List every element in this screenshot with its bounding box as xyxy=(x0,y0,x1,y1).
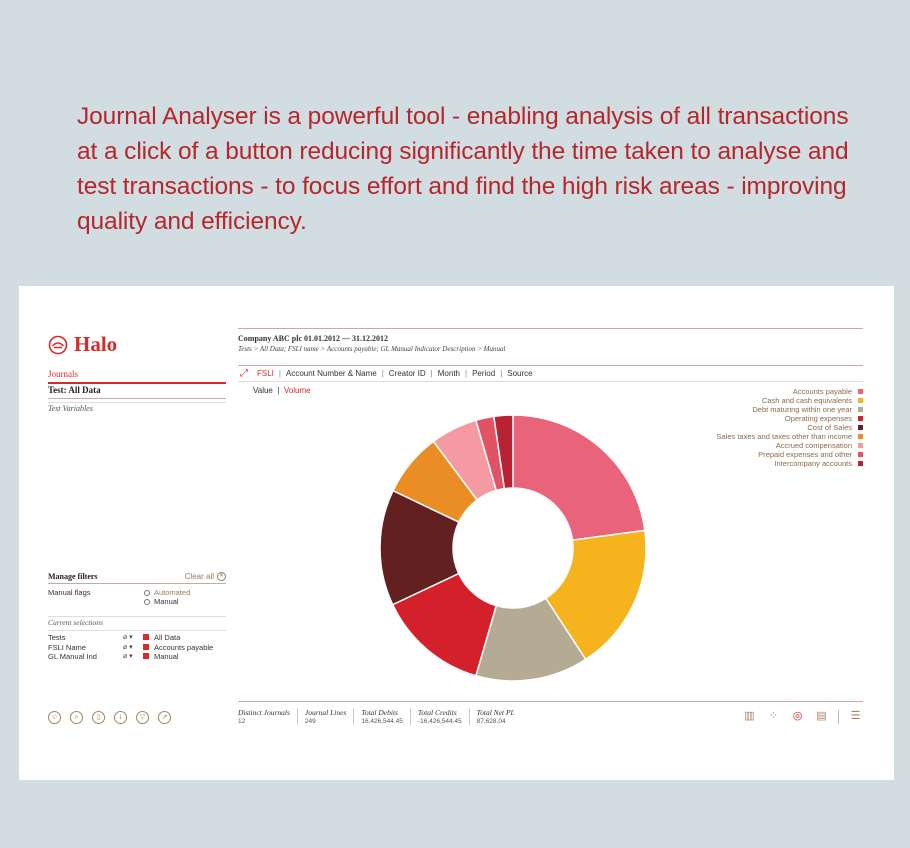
selection-value: Manual xyxy=(154,652,179,661)
selection-value: Accounts payable xyxy=(154,642,214,652)
dimension-bar xyxy=(238,365,863,382)
legend-item[interactable] xyxy=(717,450,864,459)
separator: | xyxy=(278,369,281,378)
selection-color-square xyxy=(143,634,149,640)
stat-label: Total Net PL xyxy=(476,708,515,717)
stat-label: Journal Lines xyxy=(304,708,347,717)
dimension-account[interactable]: Account Number & Name xyxy=(285,369,377,378)
separator: | xyxy=(275,386,282,395)
bar-chart-icon[interactable]: ▥ xyxy=(744,710,755,722)
legend-swatch xyxy=(858,389,863,394)
stat-label: Total Credits xyxy=(417,708,457,717)
radio-manual[interactable] xyxy=(144,597,179,606)
stat-label: Distinct Journals xyxy=(238,708,290,717)
stat-value: -16,426,544.45 xyxy=(417,718,462,725)
legend-swatch xyxy=(858,407,863,412)
selection-lock-dropdown-icon[interactable]: ⌀ ▾ xyxy=(123,634,133,641)
search-icon[interactable]: ⌕ xyxy=(70,711,83,724)
legend-swatch xyxy=(858,398,863,403)
selection-key: Tests xyxy=(48,633,66,642)
selection-lock-dropdown-icon[interactable]: ⌀ ▾ xyxy=(123,643,133,651)
legend-swatch xyxy=(858,443,863,448)
legend-item[interactable] xyxy=(717,405,864,414)
expand-icon[interactable]: ⤢ xyxy=(240,368,248,379)
legend-item[interactable] xyxy=(717,432,864,441)
legend-label: Cost of Sales xyxy=(807,423,852,432)
donut-chart-icon[interactable]: ◎ xyxy=(792,710,803,722)
current-selections-title: Current selections xyxy=(48,616,226,631)
halo-logo[interactable] xyxy=(48,332,117,357)
stat-value: 16,426,544.45 xyxy=(361,718,403,725)
radio-manual-label: Manual xyxy=(154,597,179,606)
dimension-source[interactable]: Source xyxy=(507,369,533,378)
current-selections-list xyxy=(48,633,226,662)
clear-all-label: Clear all xyxy=(184,572,214,581)
context-header xyxy=(238,328,863,353)
selection-row xyxy=(48,643,226,653)
separator: | xyxy=(381,369,384,378)
selection-key: FSLI Name xyxy=(48,642,86,652)
radio-circle-icon xyxy=(144,590,150,596)
stat-value: 87,628.04 xyxy=(476,718,506,725)
filter-icon[interactable]: ▽ xyxy=(136,711,149,724)
legend-label: Accounts payable xyxy=(792,387,852,396)
measure-value[interactable]: Value xyxy=(253,386,273,395)
legend-swatch xyxy=(858,452,863,457)
selection-color-square xyxy=(143,644,149,650)
nav-test-variables[interactable]: Test Variables xyxy=(48,402,226,413)
logo-text: Halo xyxy=(74,332,118,356)
dimension-creator[interactable]: Creator ID xyxy=(388,369,426,378)
halo-logo-icon xyxy=(48,335,68,355)
dimension-fsli[interactable]: FSLI xyxy=(257,369,274,378)
stat-total-credits xyxy=(410,708,469,725)
manage-filters-title: Manage filters xyxy=(48,572,98,581)
stat-journal-lines xyxy=(297,708,353,725)
grid-view-icon[interactable]: ▤ xyxy=(816,710,827,722)
user-icon[interactable]: ☺ xyxy=(48,711,61,724)
separator xyxy=(838,710,839,724)
stat-total-net-pl xyxy=(469,708,522,725)
bookmark-icon[interactable]: ▯ xyxy=(92,711,105,724)
breadcrumb: Tests > All Data; FSLI name > Accounts payable; GL Manual Indicator Description > Manual xyxy=(238,345,506,353)
legend-item[interactable] xyxy=(717,423,864,432)
stat-value: 249 xyxy=(304,718,316,725)
separator: | xyxy=(430,369,433,378)
measure-toggle xyxy=(253,386,311,395)
legend-swatch xyxy=(858,416,863,421)
legend-item[interactable] xyxy=(717,387,864,396)
separator: | xyxy=(464,369,468,378)
clear-icon: ✕ xyxy=(218,573,225,579)
legend-item[interactable] xyxy=(717,396,864,405)
clear-all-button[interactable] xyxy=(185,572,226,581)
stat-label: Total Debits xyxy=(361,708,398,717)
bottom-toolbar xyxy=(48,711,171,724)
chart-legend xyxy=(717,387,864,468)
chart-type-toolbar xyxy=(742,709,863,724)
legend-label: Accrued compensation xyxy=(775,441,852,450)
legend-swatch xyxy=(858,425,863,430)
export-icon[interactable]: ↗ xyxy=(158,711,171,724)
legend-label: Prepaid expenses and other xyxy=(758,450,852,459)
selection-row xyxy=(48,652,226,662)
dimension-month[interactable]: Month xyxy=(437,369,460,378)
stat-distinct-journals xyxy=(238,708,297,725)
selection-color-square xyxy=(143,653,149,659)
nav-journals[interactable]: Journals xyxy=(48,369,226,384)
legend-label: Operating expenses xyxy=(784,414,852,423)
radio-automated-label: Automated xyxy=(154,588,191,597)
company-period: Company ABC plc 01.01.2012 — 31.12.2012 xyxy=(238,334,389,343)
dimension-period[interactable]: Period xyxy=(472,369,496,378)
manage-filters-header xyxy=(48,570,226,584)
list-view-icon[interactable]: ☰ xyxy=(850,710,861,722)
stat-total-debits xyxy=(353,708,410,725)
legend-item[interactable] xyxy=(717,459,864,468)
measure-volume[interactable]: Volume xyxy=(283,386,311,395)
legend-item[interactable] xyxy=(717,414,864,423)
legend-label: Intercompany accounts xyxy=(774,459,852,468)
selection-row xyxy=(48,633,226,643)
manual-flags-label: Manual flags xyxy=(48,588,91,597)
legend-item[interactable] xyxy=(717,441,864,450)
app-window xyxy=(19,286,894,780)
manual-flags-filter xyxy=(48,588,226,610)
separator: | xyxy=(500,369,503,378)
radio-automated[interactable] xyxy=(144,588,190,597)
scatter-chart-icon[interactable]: ⁘ xyxy=(768,710,779,722)
selection-key: GL Manual Ind xyxy=(48,652,97,661)
stat-value: 12 xyxy=(238,718,246,725)
nav-test-all-data[interactable]: Test: All Data xyxy=(48,385,226,399)
selection-lock-dropdown-icon[interactable]: ⌀ ▾ xyxy=(123,653,133,660)
legend-label: Debt maturing within one year xyxy=(752,405,852,414)
headline: Journal Analyser is a powerful tool - enabling analysis of all transactions at a click of a button reducing significantly the time taken to analyse and test transactions - to focus effort and find the high risk areas - improving quality and efficiency. xyxy=(77,103,849,235)
legend-swatch xyxy=(858,434,863,439)
donut-chart xyxy=(357,408,669,720)
donut-slice[interactable] xyxy=(513,415,645,540)
legend-label: Sales taxes and taxes other than income xyxy=(716,432,852,441)
radio-circle-icon xyxy=(144,599,150,605)
legend-label: Cash and cash equivalents xyxy=(761,396,852,405)
legend-swatch xyxy=(858,461,863,466)
info-icon[interactable]: i xyxy=(114,711,127,724)
selection-value: All Data xyxy=(154,633,181,642)
